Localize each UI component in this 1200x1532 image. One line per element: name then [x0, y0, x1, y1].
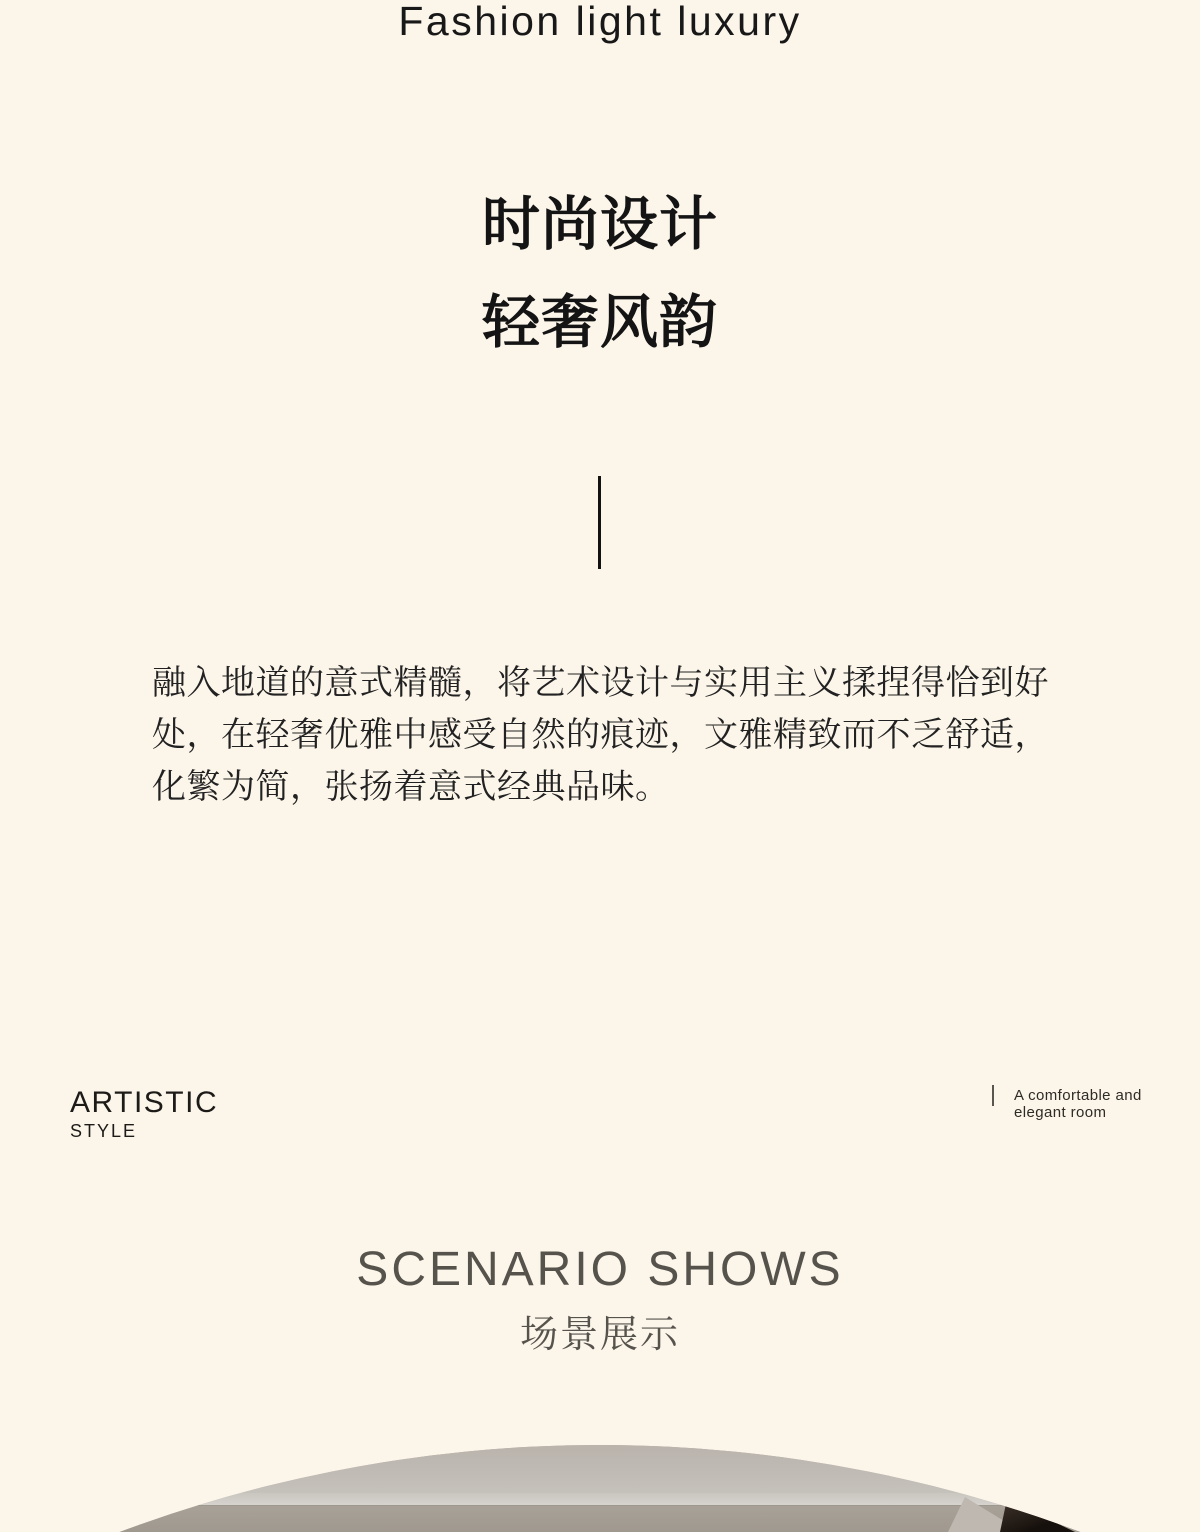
ceiling-upper-surface [0, 1445, 1200, 1493]
ceiling-molding-band [0, 1493, 1200, 1505]
scenario-photo-circle [0, 1445, 1200, 1532]
chinese-heading-line1: 时尚设计 [481, 192, 718, 257]
room-caption-line1: A comfortable and [1014, 1087, 1142, 1104]
caption-tick-line [992, 1085, 994, 1106]
scenario-shows-subtitle-cn: 场景展示 [519, 1314, 680, 1356]
artistic-subtitle: STYLE [70, 1121, 138, 1141]
room-caption [1014, 1087, 1142, 1121]
section-english-title: Fashion light luxury [398, 0, 802, 44]
artistic-title: ARTISTIC [70, 1086, 219, 1119]
artistic-style-block [70, 1086, 218, 1142]
chinese-heading-line2: 轻奢风韵 [481, 290, 718, 355]
intro-paragraph: 融入地道的意式精髓，将艺术设计与实用主义揉捏得恰到好处，在轻奢优雅中感受自然的痕迹，文雅精致而不乏舒适，化繁为简，张扬着意式经典品味。 [152, 664, 1049, 806]
scenario-shows-title: SCENARIO SHOWS [356, 1243, 844, 1296]
room-caption-line2: elegant room [1014, 1104, 1107, 1121]
room-ceiling-scene [0, 1445, 1200, 1532]
vertical-divider-line [598, 476, 601, 569]
